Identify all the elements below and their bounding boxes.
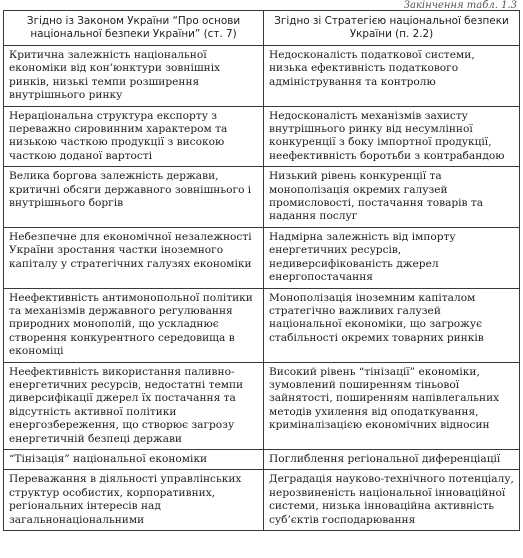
table-cell-law: Неефективність антимонопольної політики та механізмів державного регулювання природних монополій, що ускладнює створення конкурентного середовища в економіці	[4, 288, 264, 362]
table-cell-law: “Тінізація” національної економіки	[4, 449, 264, 469]
table-row	[4, 167, 520, 228]
table-cell-strategy: Надмірна залежність від імпорту енергетичних ресурсів, недиверсифікованість джерел енергопостачання	[264, 227, 520, 288]
table-cell-law: Нераціональна структура експорту з переважно сировинним характером та низькою часткою продукції з високою часткою доданої вартості	[4, 106, 264, 167]
table-continuation-caption: Закінчення табл. 1.3	[403, 0, 517, 10]
table-cell-strategy: Недосконалість податкової системи, низька ефективність податкового адміністрування та контролю	[264, 46, 520, 107]
table-cell-strategy: Високий рівень “тінізації” економіки, зумовлений поширенням тіньової зайнятості, поширенням напівлегальних методів ухилення від оподаткування, криміналізацією економічних відносин	[264, 362, 520, 449]
table-cell-law: Переважання в діяльності управлінських структур особистих, корпоративних, регіональних інтересів над загальнонаціональними	[4, 470, 264, 531]
table-row	[4, 470, 520, 531]
table-row	[4, 449, 520, 469]
table-cell-law: Велика боргова залежність держави, критичні обсяги державного зовнішнього і внутрішнього боргів	[4, 167, 264, 228]
table-header-row	[4, 11, 520, 46]
table-row	[4, 362, 520, 449]
table-cell-law: Небезпечне для економічної незалежності України зростання частки іноземного капіталу у стратегічних галузях економіки	[4, 227, 264, 288]
table-cell-strategy: Низький рівень конкуренції та монополізація окремих галузей промисловості, постачання товарів та надання послуг	[264, 167, 520, 228]
table-row	[4, 46, 520, 107]
table-cell-strategy: Монополізація іноземним капіталом стратегічно важливих галузей національної економіки, що загрожує стабільності окремих товарних ринків	[264, 288, 520, 362]
table-cell-strategy: Недосконалість механізмів захисту внутрішнього ринку від несумлінної конкуренції з боку імпортної продукції, неефективність боротьби з контрабандою	[264, 106, 520, 167]
table-cell-strategy: Поглиблення регіональної диференціації	[264, 449, 520, 469]
header-law-column: Згідно із Законом України “Про основи національної безпеки України” (ст. 7)	[4, 11, 264, 46]
table-cell-law: Критична залежність національної економіки від кон’юнктури зовнішніх ринків, низькі темпи розширення внутрішнього ринку	[4, 46, 264, 107]
table-row	[4, 106, 520, 167]
threats-comparison-table	[3, 10, 520, 531]
table-row	[4, 288, 520, 362]
table-cell-strategy: Деградація науково-технічного потенціалу, нерозвиненість національної інноваційної системи, низька інноваційна активність суб’єктів господарювання	[264, 470, 520, 531]
table-cell-law: Неефективність використання паливно-енергетичних ресурсів, недостатні темпи диверсифікації джерел їх постачання та відсутність активної політики енергозбереження, що створює загрозу енергетичній безпеці держави	[4, 362, 264, 449]
table-row	[4, 227, 520, 288]
header-strategy-column: Згідно зі Стратегією національної безпеки України (п. 2.2)	[264, 11, 520, 46]
